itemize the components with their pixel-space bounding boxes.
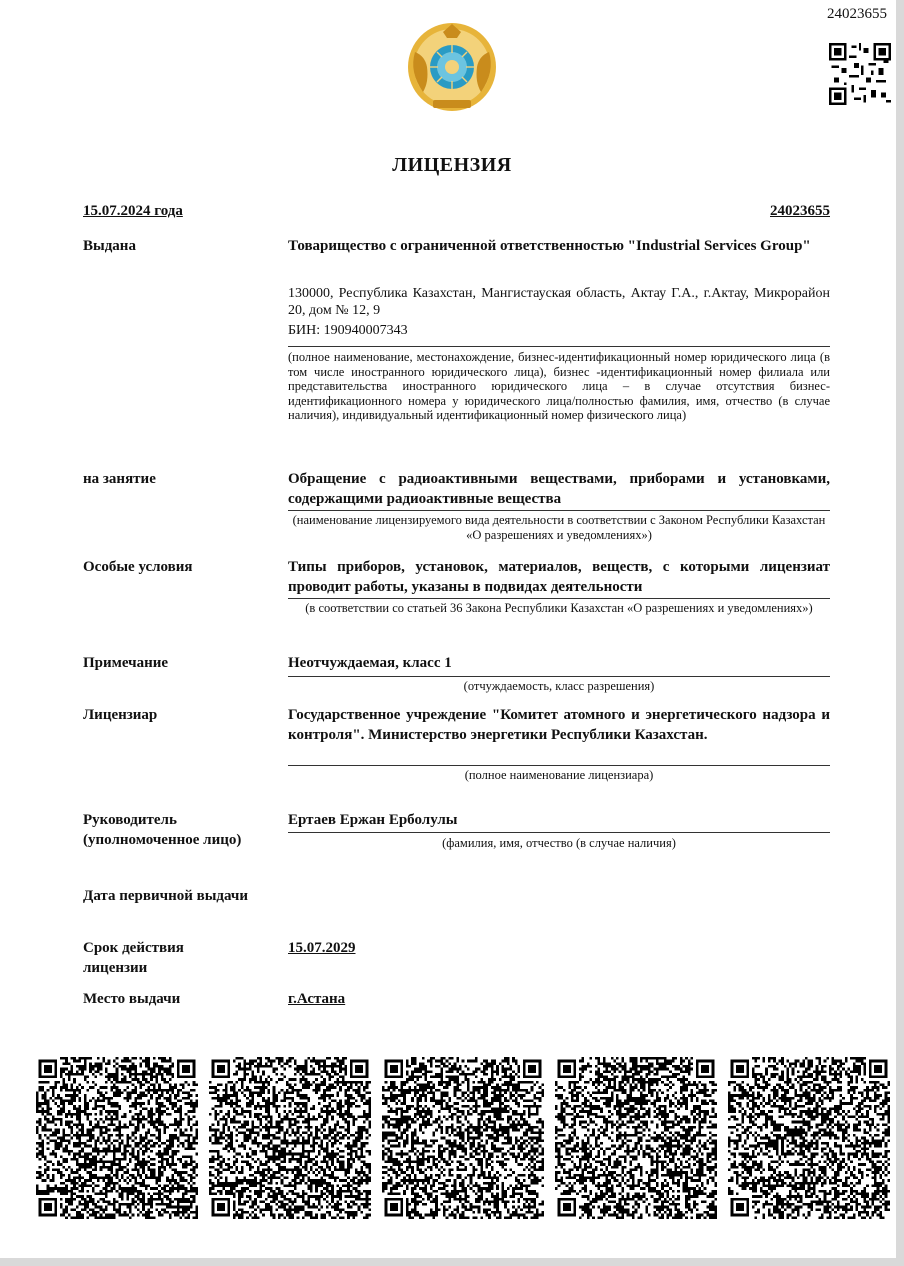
license-number: 24023655 bbox=[770, 203, 830, 219]
head-label-line2: (уполномоченное лицо) bbox=[83, 832, 242, 848]
conditions-label: Особые условия bbox=[83, 559, 193, 575]
state-emblem-icon bbox=[405, 22, 499, 116]
remark-label: Примечание bbox=[83, 655, 169, 671]
licensor-note: (полное наименование лицензиара) bbox=[464, 768, 654, 782]
validity-label-line2: лицензии bbox=[83, 960, 148, 976]
divider bbox=[288, 510, 830, 511]
page-bottom-edge bbox=[0, 1258, 904, 1266]
license-date: 15.07.2024 года bbox=[83, 203, 183, 219]
conditions-value: Типы приборов, установок, материалов, веществ, с которыми лицензиат проводит работы, указаны в подвидах деятельности bbox=[288, 559, 830, 595]
conditions-note: (в соответствии со статьей 36 Закона Республики Казахстан «О разрешениях и уведомлениях») bbox=[305, 601, 813, 615]
activity-note: (наименование лицензируемого вида деятельности в соответствии с Законом Республики Казахстан «О разрешениях и уведомлениях») bbox=[292, 513, 826, 542]
qr-code-icon bbox=[555, 1057, 717, 1219]
divider bbox=[288, 676, 830, 677]
qr-code-icon bbox=[36, 1057, 198, 1219]
issued-label: Выдана bbox=[83, 238, 136, 254]
divider bbox=[288, 346, 830, 347]
licensor-value: Государственное учреждение "Комитет атомного и энергетического надзора и контроля". Министерство энергетики Республики Казахстан. bbox=[288, 707, 830, 743]
issued-note: (полное наименование, местонахождение, бизнес-идентификационный номер юридического лица (в том числе иностранного юридического лица), бизнес -идентификационный номер филиала или представительства иностранного юридического лица – в случае отсутствия бизнес-идентификационного номера у юридического лица/полностью фамилия, имя, отчество (в случае наличия), индивидуальный идентификационный номер физического лица) bbox=[288, 350, 830, 423]
qr-code-icon bbox=[382, 1057, 544, 1219]
issued-bin: БИН: 190940007343 bbox=[288, 323, 408, 338]
place-value: г.Астана bbox=[288, 991, 346, 1007]
page-edge bbox=[896, 0, 904, 1266]
head-value: Ертаев Ержан Ерболулы bbox=[288, 812, 458, 828]
remark-value: Неотчуждаемая, класс 1 bbox=[288, 655, 452, 671]
issued-address: 130000, Республика Казахстан, Мангистауская область, Актау Г.А., г.Актау, Микрорайон 20, дом № 12, 9 bbox=[288, 286, 830, 318]
remark-note: (отчуждаемость, класс разрешения) bbox=[463, 679, 655, 693]
divider bbox=[288, 765, 830, 766]
head-note: (фамилия, имя, отчество (в случае наличия) bbox=[442, 836, 676, 850]
validity-label bbox=[83, 938, 283, 978]
first-issue-label: Дата первичной выдачи bbox=[83, 888, 249, 904]
validity-value: 15.07.2029 bbox=[288, 940, 356, 956]
head-label-line1: Руководитель bbox=[83, 812, 177, 828]
activity-value: Обращение с радиоактивными веществами, приборами и установками, содержащими радиоактивные вещества bbox=[288, 471, 830, 507]
licensor-label: Лицензиар bbox=[83, 707, 158, 723]
divider bbox=[288, 598, 830, 599]
qr-code-icon bbox=[209, 1057, 371, 1219]
issued-name: Товарищество с ограниченной ответственностью "Industrial Services Group" bbox=[288, 238, 811, 254]
top-document-number: 24023655 bbox=[827, 6, 887, 22]
page-title: ЛИЦЕНЗИЯ bbox=[392, 154, 512, 176]
divider bbox=[288, 832, 830, 833]
activity-label: на занятие bbox=[83, 471, 156, 487]
place-label: Место выдачи bbox=[83, 991, 181, 1007]
qr-code-icon bbox=[829, 43, 891, 105]
qr-code-icon bbox=[728, 1057, 890, 1219]
head-label bbox=[83, 810, 283, 850]
validity-label-line1: Срок действия bbox=[83, 940, 184, 956]
